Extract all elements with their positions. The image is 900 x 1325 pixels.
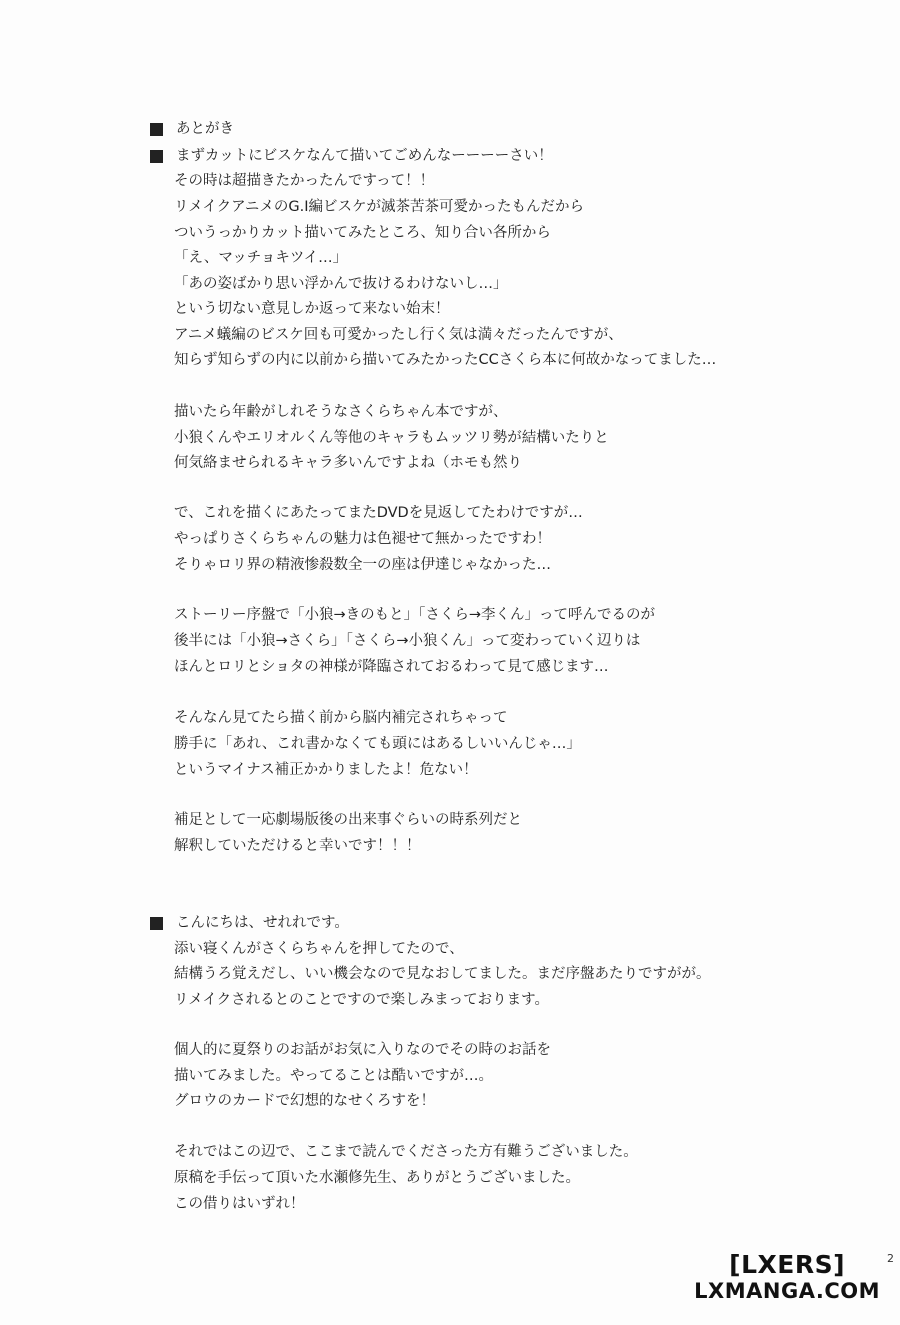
author1-line: という切ない意見しか返って来ない始末！ [174,301,450,317]
author2-section-lead [150,910,349,936]
author1-line: 「え、マッチョキツイ…」 [174,250,348,266]
author2-line: 原稿を手伝って頂いた水瀬修先生、ありがとうございました。 [174,1170,580,1186]
author1-lead-text: まずカットにビスケなんて描いてごめんなーーーーさい！ [176,148,553,164]
author2-line: 描いてみました。やってることは酷いですが…。 [174,1068,493,1084]
author2-line: リメイクされるとのことですので楽しみまっております。 [174,992,549,1008]
author1-line: 後半には「小狼→さくら」「さくら→小狼くん」って変わっていく辺りは [174,633,641,649]
author2-lead-text: こんにちは、せれれです。 [176,915,349,931]
page-number: 2 [887,1252,894,1265]
author2-line: この借りはいずれ！ [174,1196,305,1212]
author1-line: というマイナス補正かかりましたよ！危ない！ [174,762,478,778]
square-bullet-icon [150,123,163,136]
author1-line: そんなん見てたら描く前から脳内補完されちゃって [174,710,508,726]
square-bullet-icon [150,917,163,930]
author2-line: 個人的に夏祭りのお話がお気に入りなのでその時のお話を [174,1042,551,1058]
author1-line: で、これを描くにあたってまたDVDを見返してたわけですが… [174,505,583,521]
author1-section-lead [150,143,553,169]
author1-line: アニメ蟻編のビスケ回も可愛かったし行く気は満々だったんですが、 [174,327,623,343]
watermark-top-text: [LXERS] [729,1250,846,1279]
author1-line: やっぱりさくらちゃんの魅力は色褪せて無かったですわ！ [174,531,551,547]
square-bullet-icon [150,150,163,163]
author1-line: 勝手に「あれ、これ書かなくても頭にはあるしいいんじゃ…」 [174,736,581,752]
author1-line: そりゃロリ界の精液惨殺数全一の座は伊達じゃなかった… [174,557,551,573]
author1-line: リメイクアニメのG.I編ビスケが滅茶苦茶可愛かったもんだから [174,199,585,215]
site-watermark [694,1251,880,1303]
author1-line: ストーリー序盤で「小狼→きのもと」「さくら→李くん」って呼んでるのが [174,607,656,623]
author1-line: ほんとロリとショタの神様が降臨されておるわって見て感じます… [174,659,609,675]
afterword-heading [150,116,234,142]
author2-line: それではこの辺で、ここまで読んでくださった方有難うございました。 [174,1144,638,1160]
author1-line: 解釈していただけると幸いです！！！ [174,838,421,854]
author1-line: その時は超描きたかったんですって！！ [174,173,435,189]
author2-line: 添い寝くんがさくらちゃんを押してたので、 [174,941,464,957]
author1-line: 知らず知らずの内に以前から描いてみたかったCCさくら本に何故かなってました… [174,352,717,368]
author1-line: 「あの姿ばかり思い浮かんで抜けるわけないし…」 [174,276,508,292]
author1-line: 小狼くんやエリオルくん等他のキャラもムッツリ勢が結構いたりと [174,430,609,446]
author2-line: グロウのカードで幻想的なせくろすを！ [174,1093,435,1109]
author1-line: 何気絡ませられるキャラ多いんですよね（ホモも然り [174,455,522,471]
afterword-title: あとがき [176,121,234,137]
author1-line: 補足として一応劇場版後の出来事ぐらいの時系列だと [174,812,522,828]
author1-line: 描いたら年齢がしれそうなさくらちゃん本ですが、 [174,404,508,420]
watermark-bottom-text: LXMANGA.COM [694,1279,880,1303]
author2-line: 結構うろ覚えだし、いい機会なので見なおしてました。まだ序盤あたりですがが。 [174,966,711,982]
author1-line: ついうっかりカット描いてみたところ、知り合い各所から [174,225,551,241]
